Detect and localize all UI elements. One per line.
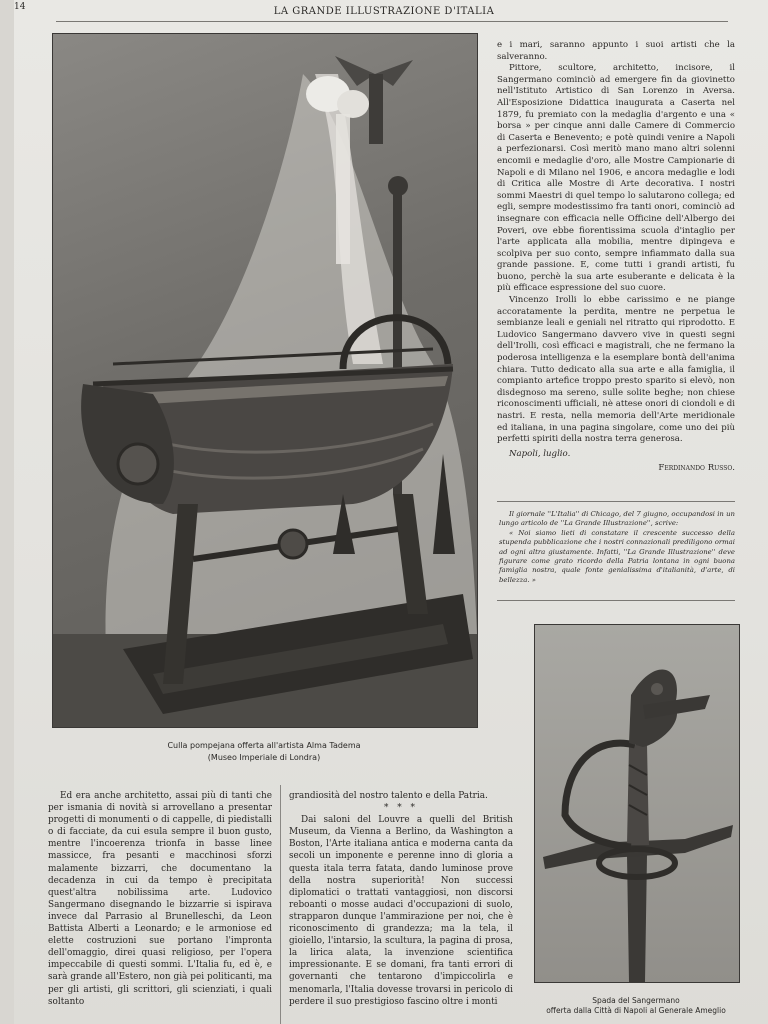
note-bottom-rule [497, 600, 735, 601]
sword-caption [520, 996, 752, 1016]
paragraph-continuation: grandiosità del nostro talento e della Patria. [289, 791, 488, 801]
column-rule [280, 785, 281, 1024]
cradle-caption-title: Culla pompejana offerta all'artista Alma Tadema [167, 741, 361, 750]
header-rule [56, 21, 728, 22]
running-title: LA GRANDE ILLUSTRAZIONE D'ITALIA [273, 6, 495, 17]
sword-caption-title: Spada del Sangermano [592, 996, 680, 1005]
paragraph: e i mari, saranno appunto i suoi artisti che la salveranno. [497, 40, 735, 62]
cradle-photograph [52, 33, 478, 728]
paragraph: Ed era anche architetto, assai più di tanti che per ismania di novità si arrovellano a presentar progetti di monumenti o di cappelle, di piedistalli o di facciate, da cui esula sempre il buon gusto, mentre l'incoerenza trionfa in basse linee massicce, fra pesanti e macchinosi sforzi malamente bizzarri, che documentano la decadenza in cui da tempo è precipitata quest'altra nobilissima arte. Ludovico Sangermano disegnando le bizzarrie si ispirava invece dal Parrasio al Brunelleschi, da Leon Battista Alberti a Leonardo; e le armoniose ed elette costruzioni sue portano l'impronta dell'omaggio, direi quasi religioso, per l'opera impeccabile di questi sommi. L'Italia fu, ed è, e sarà grande all'Estero, non già pei politicanti, ma per gli artisti, gli scrittori, gli scienziati, i quali soltanto [48, 791, 272, 1007]
right-column-text [497, 40, 735, 475]
sword-illustration [535, 625, 739, 982]
author-signature: Ferdinando Russo. [658, 463, 735, 474]
sword-caption-dedication: offerta dalla Città di Napoli al Generale Ameglio [546, 1006, 726, 1015]
bottom-right-column [289, 790, 513, 1008]
cradle-caption-location: (Museo Imperiale di Londra) [207, 753, 321, 762]
press-note [499, 510, 735, 585]
paragraph: Dai saloni del Louvre a quelli del British Museum, da Vienna a Berlino, da Washington a Boston, l'Arte italiana antica e moderna canta da secoli un imponente e perenne inno di gloria a questa itala terra fatata, dando luminose prove della nostra superiorità! Non successi diplomatici o trattati vantaggiosi, non discorsi reboanti o mosse audaci d'occupazioni di suolo, strapparon dunque l'ammirazione per noi, che è riconoscimento di grandezza; ma la tela, il gioiello, l'intarsio, la scultura, la pagina di prosa, la lirica alata, la invenzione scientifica impressionante. E se domani, fra tanti errori di governanti che tentarono d'impiccolirla e menomarla, l'Italia dovesse trovarsi in pericolo di perdere il suo prestigioso fascino oltre i monti [289, 815, 513, 1007]
press-note-quote: « Noi siamo lieti di constatare il crescente successo della stupenda pubblicazione che i nostri connazionali prediligono ormai ad ogni altra giustamente. Infatti, ''La Grande Illustrazione'' deve figurare come grato ricordo della Patria lontana in ogni buona famiglia nostra, quale fonte genialissima d'italianità, d'arte, di bellezza. » [499, 528, 735, 584]
section-separator: * * * [384, 803, 418, 814]
sword-photograph [534, 624, 740, 983]
place-date: Napoli, luglio. [509, 448, 571, 459]
note-top-rule [497, 501, 735, 502]
bottom-left-column [48, 790, 272, 1008]
press-note-intro: Il giornale ''L'Italia'' di Chicago, del 7 giugno, occupandosi in un lungo articolo de ''La Grande Illustrazione'', scrive: [499, 510, 735, 528]
page-number: 14 [14, 2, 26, 12]
paragraph: Vincenzo Irolli lo ebbe carissimo e ne piange accoratamente la perdita, mentre ne perpetua le sembianze leali e geniali nel ritratto qui riprodotto. E Ludovico Sangermano davvero vive in questi segni dell'Irolli, così efficaci e magistrali, che ne fermano la poderosa intelligenza e la esemplare bontà dell'anima chiara. Tutto dedicato alla sua arte e alla famiglia, il compianto artefice troppo presto sparito si elevò, non disdegnoso ma sereno, sulle solite beghe; non chiese riconoscimenti ufficiali, nè attese onori di ciondoli e di nastri. E resta, nella memoria dell'Arte meridionale ed italiana, in una pagina singolare, come uno dei più perfetti spiriti della nostra terra generosa. [497, 295, 735, 445]
paragraph: Pittore, scultore, architetto, incisore, il Sangermano cominciò ad emergere fin da giovinetto nell'Istituto Artistico di San Lorenzo in Aversa. All'Esposizione Didattica inaugurata a Caserta nel 1879, fu premiato con la medaglia d'argento e una « borsa » per cinque anni dalle Camere di Commercio di Caserta e Benevento; e potè quindi venire a Napoli a perfezionarsi. Così meritò mano mano altri solenni encomii e medaglie d'oro, alle Mostre Campionarie di Napoli e di Milano nel 1906, e ancora medaglie e lodi di Critica alle Mostre di Arte decorativa. I nostri sommi Maestri di quel tempo lo salutarono collega; ed egli, sempre modestissimo fra tanti onori, cominciò ad insegnare con efficacia nelle Officine dell'Albergo dei Poveri, ove ebbe fiorentissima scuola d'intaglio per l'arte applicata alla mobilia, mentre dipingeva e scolpiva per suo conto, sempre infiammato dalla sua grande passione. E, come tutti i grandi artisti, fu buono, perchè la sua arte esuberante e delicata è la più efficace espressione del suo cuore. [497, 63, 735, 294]
cradle-illustration [53, 34, 477, 727]
cradle-caption [52, 740, 476, 764]
